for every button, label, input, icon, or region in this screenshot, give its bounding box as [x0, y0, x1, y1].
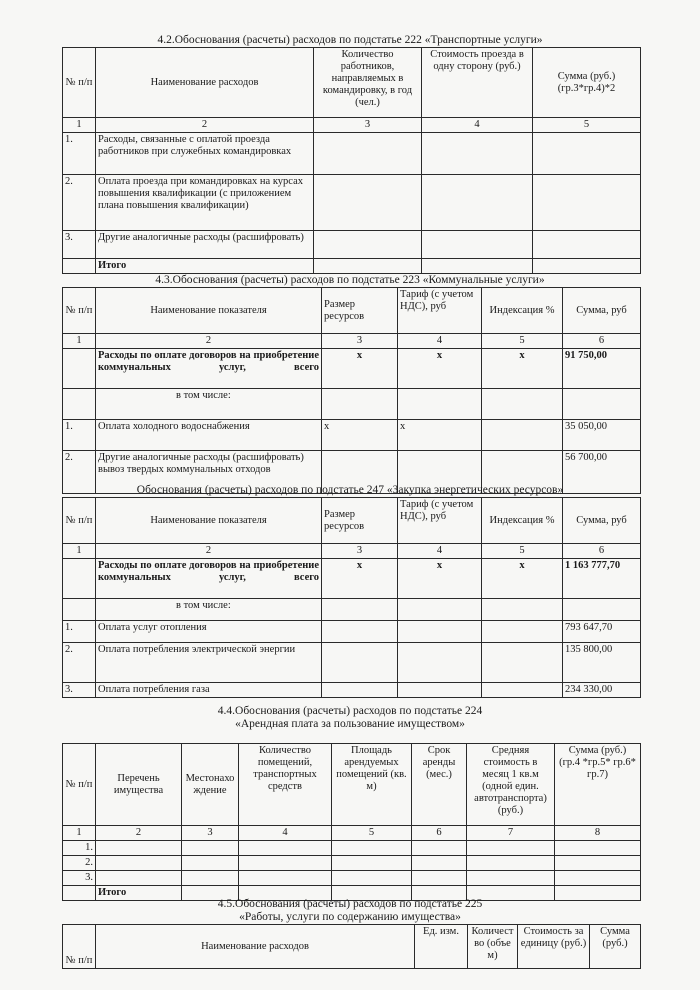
table-row: [63, 133, 641, 175]
colnum: 5: [482, 334, 563, 349]
table-row: [63, 871, 641, 886]
header-tariff: Тариф (с учетом НДС), руб: [398, 288, 482, 334]
header-sum: Сумма (руб.): [590, 925, 641, 969]
colnum: 5: [482, 544, 563, 559]
section-4-5-title: 4.5.Обоснования (расчеты) расходов по подстатье 225: [217, 898, 483, 910]
row-number: 3.: [63, 683, 96, 698]
sum-value: 56 700,00: [563, 451, 641, 494]
header-location: Местонахождение: [182, 744, 239, 826]
row-name: Другие аналогичные расходы (расшифровать) вывоз твердых коммунальных отходов: [96, 451, 322, 494]
total-label: Итого: [96, 886, 182, 901]
header-indexation: Индексация %: [482, 498, 563, 544]
row-number: 1.: [63, 133, 96, 175]
row-name: Оплата потребления газа: [96, 683, 322, 698]
table-row: [63, 621, 641, 643]
colnum: 2: [96, 544, 322, 559]
row-number: 3.: [63, 231, 96, 259]
resource-size-value: x: [322, 420, 398, 451]
table-row: [63, 349, 641, 389]
header-sum: Сумма (руб.) (гр.3*гр.4)*2: [533, 48, 641, 118]
header-workers-count: Количество работников, направляемых в командировку, в год (чел.): [314, 48, 422, 118]
colnum: 1: [63, 118, 96, 133]
row-name: Расходы, связанные с оплатой проезда работников при служебных командировках: [96, 133, 314, 175]
colnum: 1: [63, 334, 96, 349]
table-row: [63, 643, 641, 683]
header-rent-term: Срок аренды (мес.): [412, 744, 467, 826]
table-energy-resources: [62, 497, 641, 698]
table-row: [63, 175, 641, 231]
header-number: № п/п: [63, 744, 96, 826]
tariff-value: x: [398, 349, 482, 389]
header-resource-size: Размер ресурсов: [322, 498, 398, 544]
section-4-3-title: 4.3.Обоснования (расчеты) расходов по подстатье 223 «Коммунальные услуги»: [155, 274, 545, 286]
colnum: 4: [239, 826, 332, 841]
header-quantity: Количество (объем): [468, 925, 518, 969]
row-number: 2.: [63, 643, 96, 683]
tariff-value: x: [398, 420, 482, 451]
section-4-2-title: 4.2.Обоснования (расчеты) расходов по подстатье 222 «Транспортные услуги»: [157, 34, 543, 46]
header-number: № п/п: [63, 48, 96, 118]
colnum: 3: [322, 544, 398, 559]
header-fare-one-way: Стоимость проезда в одну сторону (руб.): [422, 48, 533, 118]
table-rent: [62, 743, 641, 901]
colnum: 2: [96, 826, 182, 841]
section-4-4-subtitle: «Арендная плата за пользование имуществом»: [235, 718, 465, 730]
header-sum: Сумма (руб.) (гр.4 *гр.5* гр.6* гр.7): [555, 744, 641, 826]
colnum: 6: [563, 544, 641, 559]
table-row: [63, 841, 641, 856]
colnum: 3: [322, 334, 398, 349]
colnum: 5: [533, 118, 641, 133]
row-name: Оплата проезда при командировках на курсах повышения квалификации (с приложением плана повышения квалификации): [96, 175, 314, 231]
header-indicator-name: Наименование показателя: [96, 498, 322, 544]
colnum: 4: [398, 544, 482, 559]
table-row: [63, 683, 641, 698]
sum-value: 234 330,00: [563, 683, 641, 698]
row-number: 2.: [63, 175, 96, 231]
indexation-value: x: [482, 559, 563, 599]
row-name: Оплата потребления электрической энергии: [96, 643, 322, 683]
section-4-4-title: 4.4.Обоснования (расчеты) расходов по подстатье 224: [217, 705, 483, 717]
sum-value: 135 800,00: [563, 643, 641, 683]
row-name: Расходы по оплате договоров на приобретение коммунальных услуг, всего: [96, 559, 322, 599]
colnum: 4: [398, 334, 482, 349]
colnum: 3: [314, 118, 422, 133]
header-unit: Ед. изм.: [415, 925, 468, 969]
row-number: 1.: [63, 420, 96, 451]
section-4-5-subtitle: «Работы, услуги по содержанию имущества»: [239, 911, 461, 923]
colnum: 6: [563, 334, 641, 349]
colnum: 2: [96, 334, 322, 349]
sum-value: 1 163 777,70: [563, 559, 641, 599]
header-property-list: Перечень имущества: [96, 744, 182, 826]
row-number: 1.: [63, 841, 96, 856]
colnum: 4: [422, 118, 533, 133]
header-premises-count: Количество помещений, транспортных средств: [239, 744, 332, 826]
including-label: в том числе:: [96, 599, 322, 621]
header-avg-cost: Средняя стоимость в месяц 1 кв.м (одной един. автотранспорта) (руб.): [467, 744, 555, 826]
table-utilities: [62, 287, 641, 494]
table-transport-services: [62, 47, 641, 274]
table-row: [63, 420, 641, 451]
row-number: 2.: [63, 856, 96, 871]
header-expense-name: Наименование расходов: [96, 925, 415, 969]
header-number: № п/п: [63, 925, 96, 969]
header-indexation: Индексация %: [482, 288, 563, 334]
colnum: 2: [96, 118, 314, 133]
row-number: 3.: [63, 871, 96, 886]
tariff-value: x: [398, 559, 482, 599]
header-unit-cost: Стоимость за единицу (руб.): [518, 925, 590, 969]
colnum: 1: [63, 544, 96, 559]
header-sum: Сумма, руб: [563, 288, 641, 334]
row-number: 1.: [63, 621, 96, 643]
row-name: Другие аналогичные расходы (расшифровать): [96, 231, 314, 259]
row-name: Оплата услуг отопления: [96, 621, 322, 643]
row-name: Оплата холодного водоснабжения: [96, 420, 322, 451]
total-label: Итого: [96, 259, 314, 274]
colnum: 3: [182, 826, 239, 841]
table-property-maintenance: [62, 924, 641, 969]
resource-size-value: x: [322, 559, 398, 599]
header-expense-name: Наименование расходов: [96, 48, 314, 118]
colnum: 8: [555, 826, 641, 841]
sum-value: 35 050,00: [563, 420, 641, 451]
table-row: [63, 231, 641, 259]
row-name: Расходы по оплате договоров на приобретение коммунальных услуг, всего: [96, 349, 322, 389]
colnum: 1: [63, 826, 96, 841]
header-indicator-name: Наименование показателя: [96, 288, 322, 334]
header-area: Площадь арендуемых помещений (кв. м): [332, 744, 412, 826]
including-label: в том числе:: [96, 389, 322, 420]
row-number: 2.: [63, 451, 96, 494]
header-tariff: Тариф (с учетом НДС), руб: [398, 498, 482, 544]
colnum: 7: [467, 826, 555, 841]
resource-size-value: x: [322, 349, 398, 389]
indexation-value: x: [482, 349, 563, 389]
section-247-title: Обоснования (расчеты) расходов по подстатье 247 «Закупка энергетических ресурсов»: [136, 484, 564, 496]
table-row: [63, 559, 641, 599]
header-number: № п/п: [63, 498, 96, 544]
colnum: 5: [332, 826, 412, 841]
colnum: 6: [412, 826, 467, 841]
table-row: [63, 856, 641, 871]
header-resource-size: Размер ресурсов: [322, 288, 398, 334]
sum-value: 793 647,70: [563, 621, 641, 643]
header-number: № п/п: [63, 288, 96, 334]
sum-value: 91 750,00: [563, 349, 641, 389]
header-sum: Сумма, руб: [563, 498, 641, 544]
